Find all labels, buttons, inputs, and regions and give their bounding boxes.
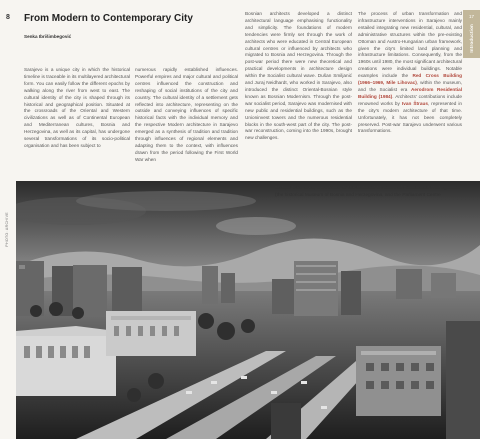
chapter-tab bbox=[463, 10, 480, 58]
highlight-straus: Ivan Štraus bbox=[401, 100, 428, 106]
highlight-aerodrom: Aerodrom Residential Building (1984) bbox=[358, 86, 462, 99]
body-column-4-text-b: , within the museum, and the Socialist era bbox=[358, 80, 462, 92]
city-photo bbox=[16, 181, 480, 439]
chapter-tab-number: 17 bbox=[468, 14, 474, 19]
chapter-tab-label: Introduction bbox=[469, 24, 474, 53]
body-column-1: Sarajevo is a unique city in which the historical timeline is traceable in its multilayered architectural form. You can easily follow the different epochs by walking along the river from west to east. The cultural identity of the city is shaped through its historical and geographical position. Situated at the crossroads of the Oriental and Western civilizations as well as of Continental European and Mediterranean cultures, Bosnia and Herzegovina, as well as its capital, has undergone several transformations of its socio-political organisation and has been subject to bbox=[24, 67, 130, 148]
body-column-4-text-d: , represented in the city's modern architecture of that time. Unfortunately, it has not been completely preserved. Post-war Sarajevo underwent various transformations. bbox=[358, 100, 462, 134]
article-title: From Modern to Contemporary City bbox=[24, 13, 193, 24]
author-name: Senka Ibrišimbegović bbox=[24, 34, 72, 39]
photo-caption-main: Marijin Dvor area, view towards the National Museum of Bosnia and Herzegovina bbox=[275, 186, 460, 191]
page-number: 8 bbox=[6, 14, 10, 21]
body-column-2: numerous rapidly established influences. Powerful empires and major cultural and political centres influenced the construction and reshaping of social institutions of the city and country. The cultural identity of a settlement gets reflected into architecture, representing on the outside and conveying influences of specific historical facts with the individual memory and the respective Modern architecture in Sarajevo emerged as a synthesis of tradition and tradition through influences of regional elements and adapting them to the context, with influences drawn from the period following the First World War when bbox=[135, 67, 238, 162]
body-column-4-text-c: . Architects' contributions include renowned works by bbox=[358, 93, 462, 106]
body-column-3 bbox=[245, 11, 352, 177]
photo-caption bbox=[275, 186, 460, 199]
highlight-red-cross: Red Cross Building (1966–1969, Mile Lihovac) bbox=[358, 73, 462, 86]
body-column-4-text-a: The process of urban transformation and infrastructure interventions in Sarajevo mainly entailed integrating new residential, cultural, and administrative structures within the pre-existing Ottoman and Austro-Hungarian urban framework, given the city's limited land planning and infrastructure limitations. Consequently, from the 1960s until 1980, the most significant architectural creations were individual buildings. Notable examples include the bbox=[358, 11, 462, 79]
body-column-3-text: Bosnian architects developed a distinct architectural language emphasising functionality and simplicity. The foundations of modern tendencies were firmly set through the work of architects who were educated in Central European cultural centres or influenced by architects who migrated to Bosnia and Herzegovina. Through the post-war period there were new theoretical and practical developments in architecture design within the Socialist cultural wave. Dušan Smiljanić and Juraj Neidhardt, who worked in Sarajevo, also introduced the distinct Oriental-Bosnian style known as Bosnian Modernism. Through the post-war socialist period, Sarajevo was modernised with new public and residential buildings, such as the Unioninvest towers and the numerous residential blocks in the south-west part of the city. The post-war reconstruction, coming into the 1990s, brought new challenges. bbox=[245, 11, 352, 141]
body-column-4 bbox=[358, 11, 462, 177]
photo-credit: PHOTO: ARCHIVE bbox=[5, 212, 9, 247]
photo-caption-sub: (the historical Museum of Bosnia and Herzegovina, and the Parliament Centre bbox=[275, 192, 441, 198]
